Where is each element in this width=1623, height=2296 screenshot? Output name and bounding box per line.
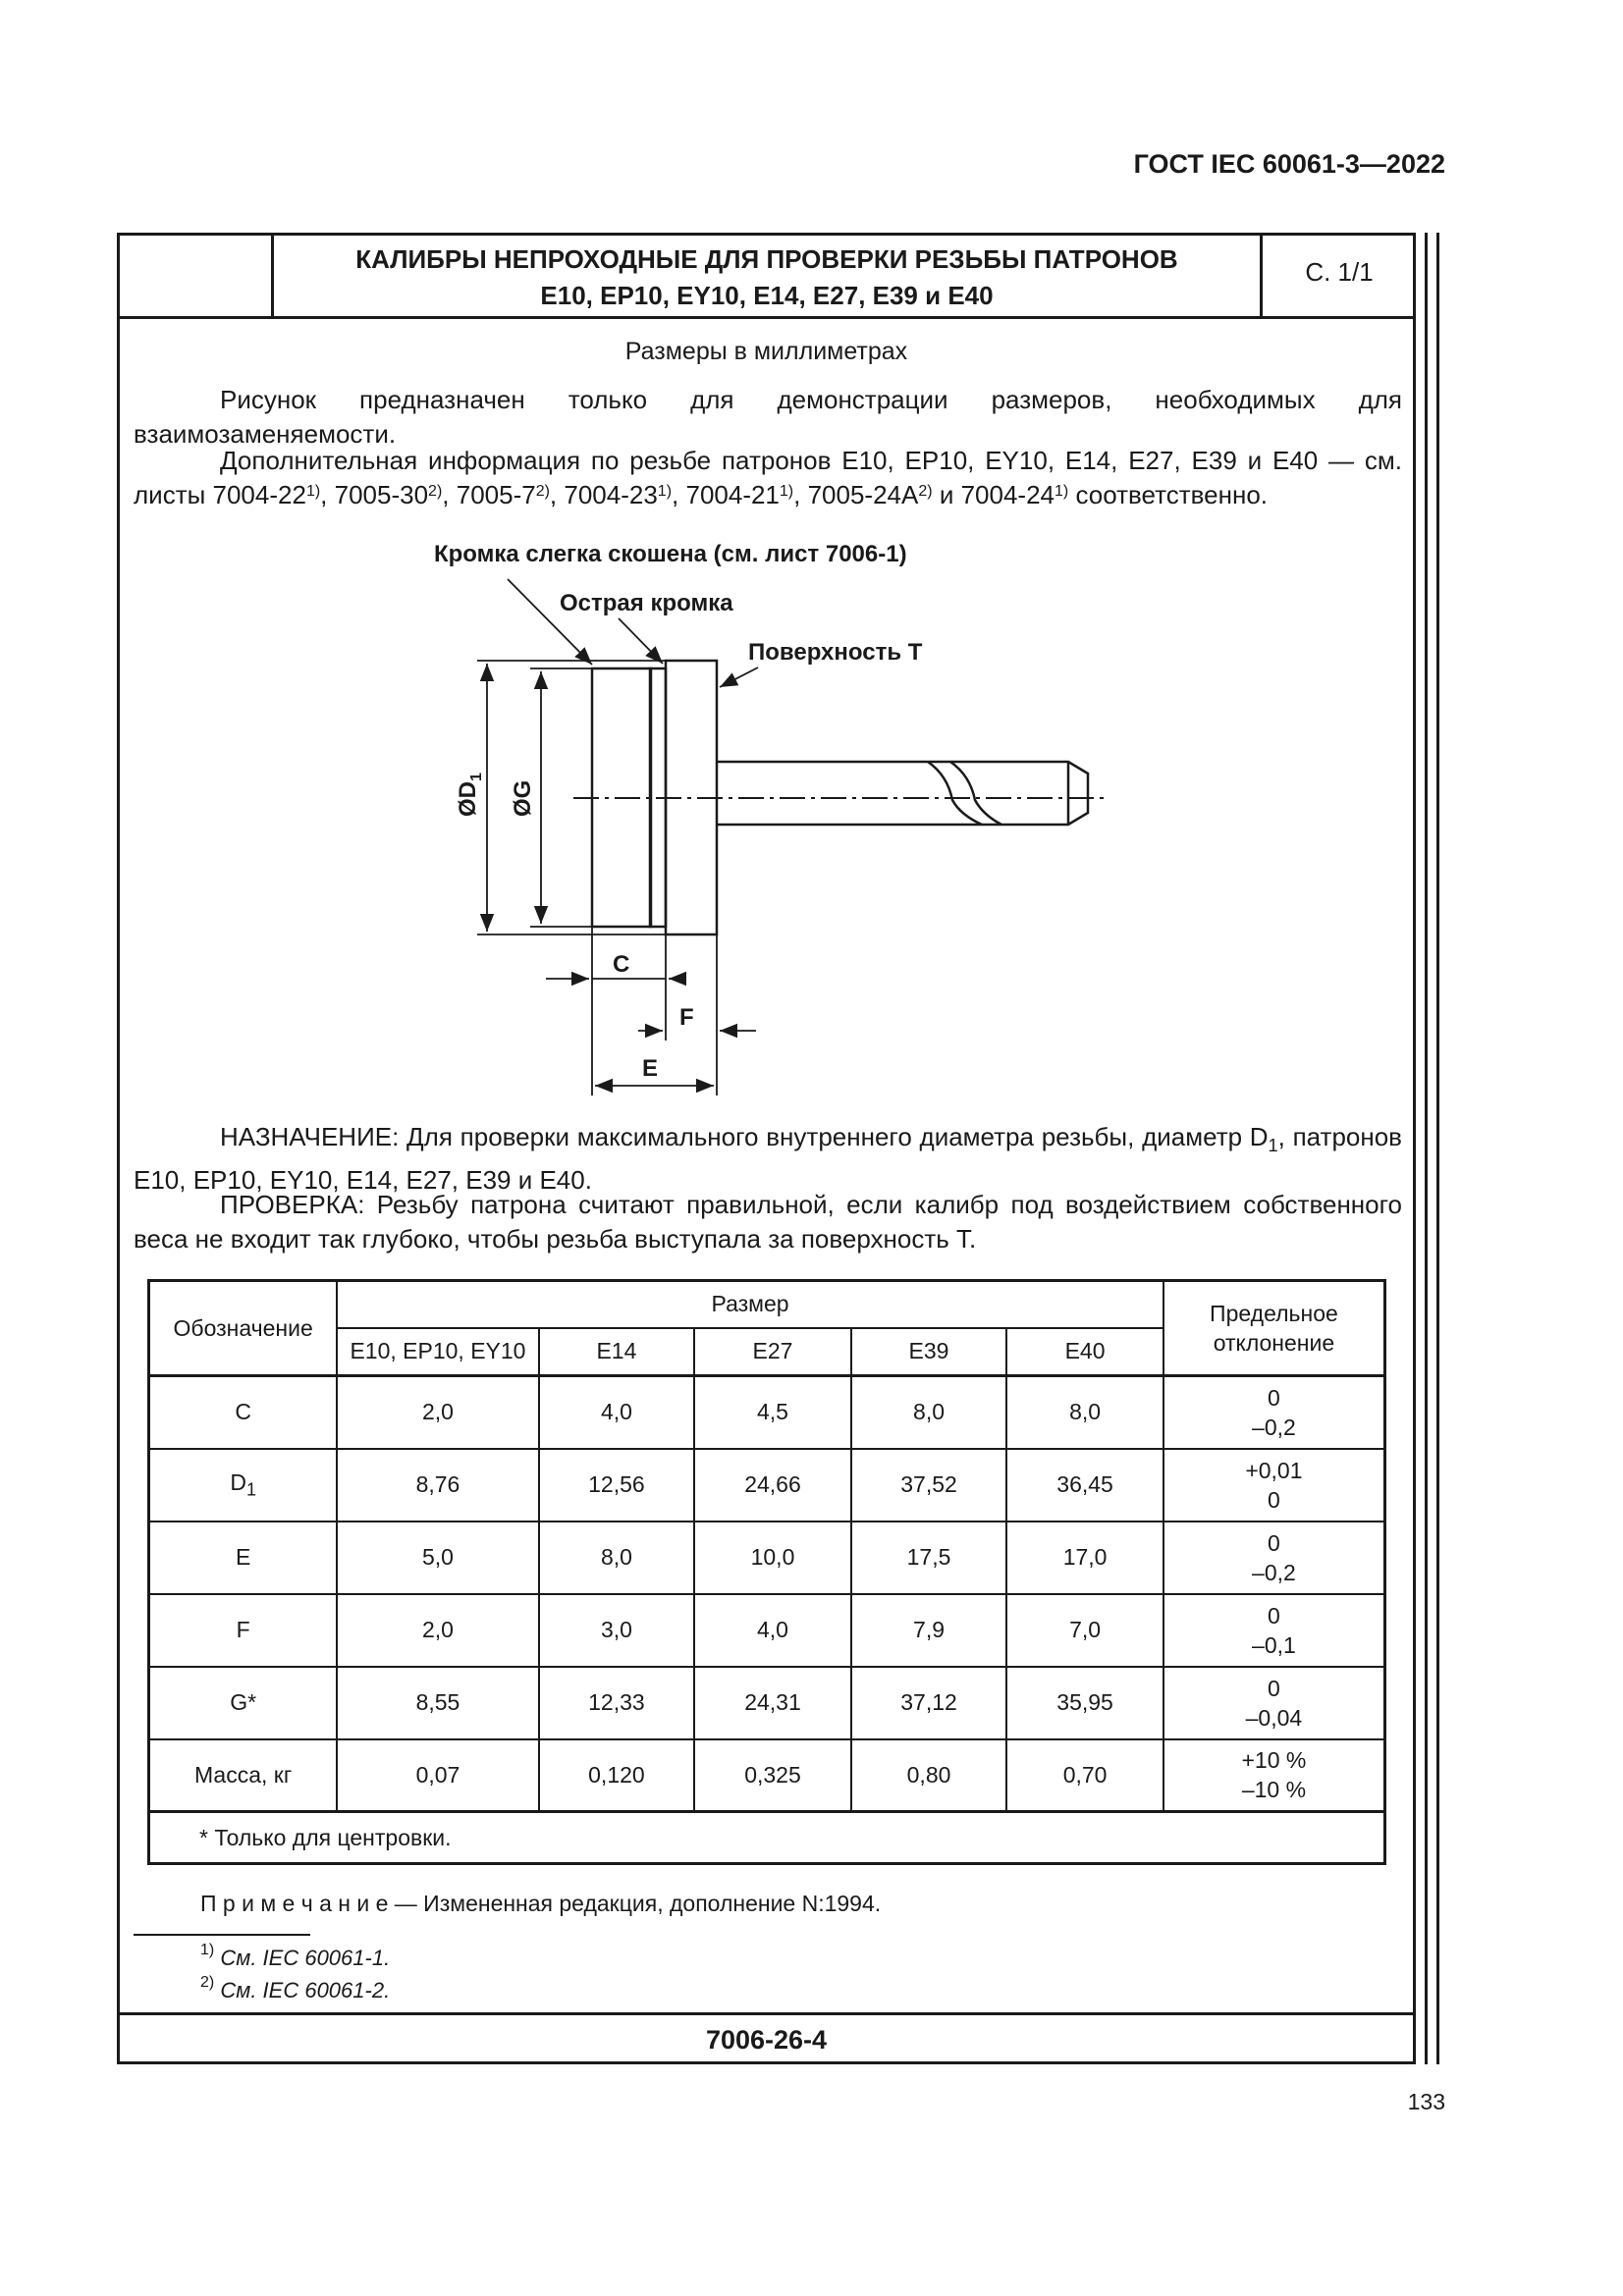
footer-divider: [117, 2012, 1416, 2015]
page-number: 133: [1407, 2089, 1445, 2114]
footnote-1: [200, 1942, 391, 1971]
dimensions-note: Размеры в миллиметрах: [624, 338, 908, 365]
table-cell: 36,45: [1006, 1449, 1163, 1522]
sheet-title: [274, 241, 1260, 314]
header-divider: [117, 316, 1416, 319]
gauge-handle: [717, 762, 1088, 825]
leader-sharp-edge: [619, 618, 663, 664]
dim-label-c: C: [613, 951, 630, 978]
sheet-title-line-1: КАЛИБРЫ НЕПРОХОДНЫЕ ДЛЯ ПРОВЕРКИ РЕЗЬБЫ ПАТРОНОВ: [355, 244, 1178, 274]
subscript: 1: [1268, 1136, 1278, 1156]
intro-text-2g: и 7004-24: [932, 480, 1055, 509]
tolerance-lower: –10 %: [1241, 1777, 1307, 1803]
tolerance-upper: +0,01: [1245, 1457, 1303, 1483]
dimensions-table: [147, 1279, 1386, 1865]
tolerance-lower: –0,2: [1252, 1559, 1296, 1585]
tolerance-cell: [1163, 1739, 1385, 1812]
label-sharp-edge: Острая кромка: [560, 590, 733, 616]
header-tolerance: [1163, 1281, 1385, 1376]
table-row: [149, 1594, 1385, 1667]
tolerance-cell: [1163, 1449, 1385, 1522]
row-designation: [149, 1594, 338, 1667]
intro-text-2d: , 7004-23: [549, 480, 658, 509]
footnote-ref: 1): [1054, 483, 1069, 500]
subscript: 1: [245, 1479, 256, 1500]
footnote-ref: 2): [535, 483, 550, 500]
row-designation-text: Масса, кг: [194, 1761, 293, 1788]
frame-margin-line: [1436, 233, 1439, 2064]
table-cell: 4,0: [539, 1376, 695, 1449]
table-cell: 17,0: [1006, 1522, 1163, 1594]
dim-label-f: F: [679, 1004, 694, 1031]
column-header: E14: [539, 1328, 695, 1376]
tolerance-lower: –0,1: [1252, 1631, 1296, 1658]
header-size: Размер: [337, 1281, 1163, 1328]
table-cell: 35,95: [1006, 1667, 1163, 1739]
column-header: E40: [1006, 1328, 1163, 1376]
footnote-rule: [134, 1934, 310, 1936]
footnote-mark: 1): [200, 1942, 215, 1958]
sheet-number: 7006-26-4: [705, 2025, 828, 2055]
table-cell: 0,07: [337, 1739, 538, 1812]
tolerance-cell: [1163, 1667, 1385, 1739]
row-designation-text: F: [236, 1617, 250, 1642]
tolerance-lower: –0,04: [1245, 1704, 1303, 1731]
purpose-text-b: , патронов E10, EP10, EY10, E14, E27, E39 и E40.: [134, 1122, 1402, 1196]
tolerance-upper: 0: [1268, 1529, 1280, 1556]
table-cell: 8,55: [337, 1667, 538, 1739]
table-cell: 24,66: [694, 1449, 851, 1522]
purpose-text-a: НАЗНАЧЕНИЕ: Для проверки максимального внутреннего диаметра резьбы, диаметр D: [220, 1122, 1269, 1151]
row-designation: [149, 1667, 338, 1739]
check-paragraph: [134, 1188, 1402, 1256]
table-cell: 0,70: [1006, 1739, 1163, 1812]
table-footnote: * Только для центровки.: [149, 1812, 1385, 1864]
table-cell: 12,56: [539, 1449, 695, 1522]
check-text: ПРОВЕРКА: Резьбу патрона считают правильной, если калибр под воздействием собственного веса не входит так глубоко, чтобы резьба выступала за поверхность T.: [134, 1190, 1402, 1254]
intro-text-2c: , 7005-7: [442, 480, 536, 509]
tolerance-lower: 0: [1268, 1486, 1280, 1513]
table-cell: 0,120: [539, 1739, 695, 1812]
table-cell: 8,0: [1006, 1376, 1163, 1449]
column-header: E39: [851, 1328, 1007, 1376]
sheet-page-indicator: С. 1/1: [1305, 257, 1374, 287]
table-row: [149, 1522, 1385, 1594]
row-designation: [149, 1739, 338, 1812]
dim-label-e: E: [642, 1055, 659, 1082]
table-cell: 10,0: [694, 1522, 851, 1594]
tolerance-upper: 0: [1268, 1602, 1280, 1629]
footnote-text: См. IEC 60061-2.: [214, 1978, 391, 2002]
column-header: E27: [694, 1328, 851, 1376]
tolerance-cell: [1163, 1594, 1385, 1667]
row-designation: [149, 1376, 338, 1449]
table-row: [149, 1376, 1385, 1449]
tolerance-cell: [1163, 1522, 1385, 1594]
table-cell: 37,52: [851, 1449, 1007, 1522]
row-designation-text: D: [230, 1468, 246, 1495]
table-cell: 0,80: [851, 1739, 1007, 1812]
table-row: [149, 1739, 1385, 1812]
footnote-mark: 2): [200, 1974, 215, 1991]
table-cell: 2,0: [337, 1376, 538, 1449]
table-cell: 24,31: [694, 1667, 851, 1739]
dim-label-g: ØG: [510, 779, 536, 817]
intro-text-2f: , 7005-24A: [793, 480, 919, 509]
table-cell: 8,76: [337, 1449, 538, 1522]
gauge-drawing: [422, 530, 1109, 1099]
row-designation: [149, 1522, 338, 1594]
tolerance-upper: 0: [1268, 1384, 1280, 1411]
table-cell: 12,33: [539, 1667, 695, 1739]
tolerance-lower: –0,2: [1252, 1414, 1296, 1440]
footnote-2: [200, 1974, 391, 2003]
standard-number: ГОСТ IEC 60061-3—2022: [1133, 149, 1445, 179]
table-row: [149, 1667, 1385, 1739]
leader-surface: [720, 667, 758, 687]
table-cell: 7,9: [851, 1594, 1007, 1667]
row-designation-text: C: [235, 1399, 251, 1425]
header-tolerance-line-2: отклонение: [1213, 1330, 1335, 1356]
table-cell: 0,325: [694, 1739, 851, 1812]
table-cell: 17,5: [851, 1522, 1007, 1594]
sheet-title-line-2: E10, EP10, EY10, E14, E27, E39 и E40: [540, 281, 994, 310]
footnote-ref: 2): [918, 483, 933, 500]
footnote-text: См. IEC 60061-1.: [214, 1946, 391, 1970]
intro-paragraph-2: [134, 444, 1402, 512]
table-cell: 8,0: [851, 1376, 1007, 1449]
footnote-ref: 2): [428, 483, 443, 500]
table-row: [149, 1449, 1385, 1522]
table-cell: 5,0: [337, 1522, 538, 1594]
table-cell: 8,0: [539, 1522, 695, 1594]
frame-margin-line: [1425, 233, 1428, 2064]
table-cell: 7,0: [1006, 1594, 1163, 1667]
table-cell: 4,0: [694, 1594, 851, 1667]
tolerance-upper: 0: [1268, 1675, 1280, 1701]
footnote-ref: 1): [779, 483, 794, 500]
purpose-paragraph: [134, 1120, 1402, 1198]
row-designation-text: E: [235, 1544, 251, 1570]
intro-text-2e: , 7004-21: [672, 480, 780, 509]
table-cell: 2,0: [337, 1594, 538, 1667]
intro-paragraph-1: [134, 383, 1402, 452]
table-cell: 37,12: [851, 1667, 1007, 1739]
header-tolerance-line-1: Предельное: [1210, 1301, 1338, 1326]
row-designation: [149, 1449, 338, 1522]
intro-text-2a: Дополнительная информация по резьбе патронов E10, EP10, EY10, E14, E27, E39 и E40 — см. листы 7004-22: [134, 446, 1402, 509]
header-designation: Обозначение: [149, 1281, 338, 1376]
intro-text-2b: , 7005-30: [320, 480, 429, 509]
note: П р и м е ч а н и е — Измененная редакция, дополнение N:1994.: [200, 1891, 882, 1916]
table-cell: 3,0: [539, 1594, 695, 1667]
table-cell: 4,5: [694, 1376, 851, 1449]
label-chamfer: Кромка слегка скошена (см. лист 7006-1): [434, 541, 907, 567]
label-surface-t: Поверхность T: [748, 639, 923, 666]
row-designation-text: G*: [230, 1689, 257, 1715]
intro-text-1: Рисунок предназначен только для демонстрации размеров, необходимых для взаимозаменяемости.: [134, 385, 1402, 449]
footnote-ref: 1): [305, 483, 321, 500]
tolerance-upper: +10 %: [1241, 1747, 1307, 1774]
dim-label-d1: $ØD_1$: [455, 773, 485, 817]
footnote-ref: 1): [657, 483, 673, 500]
intro-text-2h: соответственно.: [1068, 480, 1269, 509]
column-header: E10, EP10, EY10: [337, 1328, 538, 1376]
tolerance-cell: [1163, 1376, 1385, 1449]
